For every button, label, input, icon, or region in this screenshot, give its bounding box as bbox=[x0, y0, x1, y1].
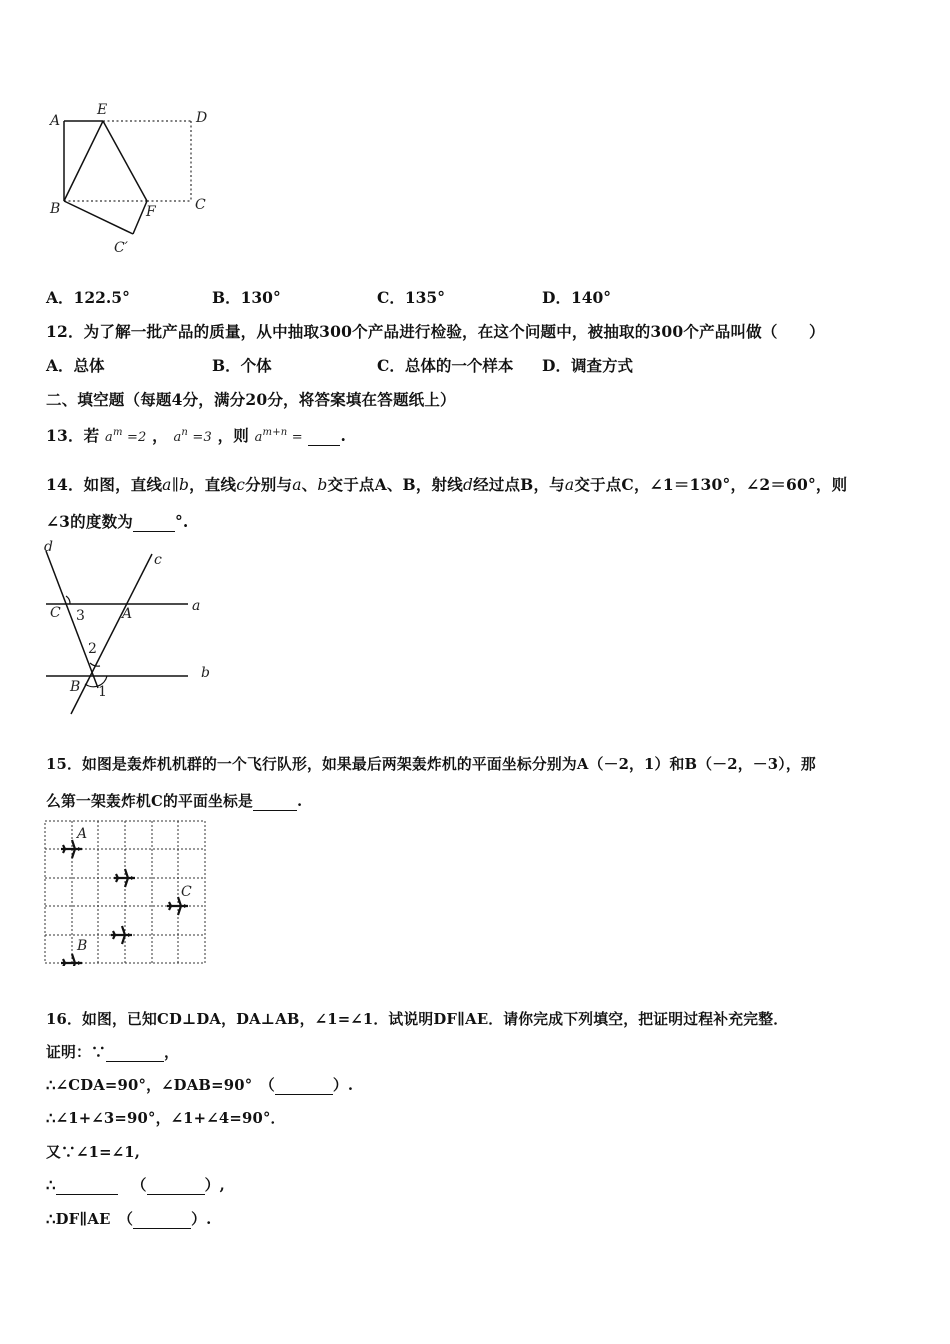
q14-text-a2: a bbox=[564, 476, 575, 494]
q11-option-c-letter: C． bbox=[377, 288, 405, 307]
q14-text-ab: a∥b bbox=[162, 476, 190, 494]
label-E: E bbox=[97, 102, 108, 118]
label-C-prime: C′ bbox=[114, 240, 128, 256]
segment-C-prime-F bbox=[133, 201, 147, 234]
q12-option-a[interactable] bbox=[46, 354, 105, 376]
q11-option-c[interactable] bbox=[377, 286, 445, 308]
q15-text-1: 么第一架轰炸机C的平面坐标是 bbox=[46, 793, 253, 810]
q13-end: . bbox=[340, 426, 347, 445]
label-B: B bbox=[50, 201, 61, 217]
q13-expr2-base: a bbox=[173, 430, 182, 445]
segment-BE bbox=[64, 121, 103, 201]
q15-figure bbox=[42, 818, 210, 966]
q14-text-8: ∠3的度数为 bbox=[46, 512, 133, 531]
q15-text-2: . bbox=[296, 793, 303, 810]
q14-text-3: 分别与 bbox=[245, 475, 293, 494]
label-B: B bbox=[70, 679, 81, 695]
q14-text-1: 14．如图，直线 bbox=[46, 475, 163, 494]
q12-option-b-letter: B． bbox=[212, 356, 241, 375]
q16-blank-1[interactable] bbox=[106, 1044, 164, 1062]
label-d: d bbox=[44, 539, 53, 555]
q13-expr3-exp: m+n bbox=[262, 427, 288, 438]
q14-text-a: a bbox=[292, 476, 302, 494]
q13-sep1: ， bbox=[152, 426, 168, 445]
q13-expr1-exp: m bbox=[112, 427, 123, 438]
q12-option-b[interactable] bbox=[212, 354, 272, 376]
q16-proof-5c: ）, bbox=[204, 1177, 225, 1194]
q16-proof-line-6 bbox=[46, 1208, 212, 1229]
q16-blank-3[interactable] bbox=[56, 1177, 118, 1195]
label-F: F bbox=[146, 204, 156, 220]
q12-option-d[interactable] bbox=[542, 354, 633, 376]
label-A: A bbox=[77, 826, 88, 842]
angle-3-arc bbox=[66, 596, 70, 604]
segment-BC-prime bbox=[64, 201, 133, 234]
q12-option-a-letter: A． bbox=[46, 356, 74, 375]
q11-option-a-letter: A． bbox=[46, 288, 74, 307]
q12-option-d-text: 调查方式 bbox=[570, 356, 633, 375]
q11-option-b-letter: B． bbox=[212, 288, 241, 307]
q14-figure bbox=[36, 536, 226, 721]
plane-4-icon bbox=[111, 926, 132, 944]
label-C: C bbox=[195, 197, 206, 213]
q13-line bbox=[46, 424, 346, 446]
q14-text-6: 经过点B，与 bbox=[473, 475, 565, 494]
q13-expr2 bbox=[173, 427, 212, 445]
q13-answer-blank[interactable] bbox=[308, 426, 340, 446]
q12-option-d-letter: D． bbox=[542, 356, 571, 375]
q13-expr3-base: a bbox=[254, 430, 263, 445]
q12-option-c[interactable] bbox=[377, 354, 513, 376]
q15-line2 bbox=[46, 790, 302, 811]
q12-stem: 12．为了解一批产品的质量，从中抽取300个产品进行检验，在这个问题中，被抽取的300个产品叫做（ ） bbox=[46, 322, 825, 341]
q14-text-c: c bbox=[236, 476, 246, 494]
label-1: 1 bbox=[98, 684, 107, 700]
label-a: a bbox=[192, 598, 201, 614]
q12-option-c-letter: C． bbox=[377, 356, 405, 375]
label-c: c bbox=[154, 552, 162, 568]
q16-proof-1a: 证明：∵ bbox=[46, 1044, 106, 1061]
q13-expr2-rest: =3 bbox=[188, 430, 212, 445]
q16-proof-2b: ）. bbox=[332, 1077, 354, 1094]
label-D: D bbox=[196, 110, 208, 126]
q16-proof-line-5 bbox=[46, 1174, 225, 1195]
q11-option-c-text: 135° bbox=[404, 288, 445, 307]
label-3: 3 bbox=[76, 608, 85, 624]
q13-prefix: 13．若 bbox=[46, 426, 100, 445]
q16-blank-2[interactable] bbox=[275, 1077, 333, 1095]
label-C: C bbox=[181, 884, 192, 900]
q12-option-b-text: 个体 bbox=[240, 356, 272, 375]
q14-line2 bbox=[46, 510, 189, 532]
q14-answer-blank[interactable] bbox=[133, 512, 175, 532]
q16-proof-1b: ， bbox=[164, 1044, 179, 1061]
q13-expr1 bbox=[104, 427, 147, 445]
q12-option-c-text: 总体的一个样本 bbox=[404, 356, 514, 375]
q14-line1 bbox=[46, 473, 847, 495]
line-c bbox=[71, 554, 152, 714]
q14-text-2: ，直线 bbox=[189, 475, 237, 494]
plane-b-icon bbox=[61, 954, 82, 966]
q16-proof-6b: ）. bbox=[191, 1211, 212, 1228]
q11-option-b-text: 130° bbox=[240, 288, 281, 307]
q12-option-a-text: 总体 bbox=[73, 356, 105, 375]
q13-expr3 bbox=[254, 427, 303, 445]
q14-text-b: b bbox=[317, 476, 328, 494]
plane-2-icon bbox=[114, 869, 135, 887]
q13-expr2-exp: n bbox=[181, 427, 189, 438]
q11-option-b[interactable] bbox=[212, 286, 281, 308]
q16-proof-line-2 bbox=[46, 1074, 353, 1095]
q16-proof-2a: ∴∠CDA=90°，∠DAB=90° （ bbox=[46, 1077, 275, 1094]
q14-text-4: 、 bbox=[301, 475, 318, 494]
label-A: A bbox=[50, 113, 61, 129]
q16-proof-line-3: ∴∠1+∠3=90°，∠1+∠4=90°． bbox=[46, 1110, 286, 1127]
q14-text-d: d bbox=[462, 476, 474, 494]
q16-proof-6a: ∴DF∥AE （ bbox=[46, 1211, 134, 1228]
q16-proof-5a: ∴ bbox=[46, 1177, 56, 1194]
q14-text-9: °. bbox=[174, 512, 189, 531]
angle-2-arc bbox=[90, 663, 100, 666]
q16-proof-line-1 bbox=[46, 1041, 179, 1062]
label-2: 2 bbox=[88, 641, 97, 657]
label-b: b bbox=[201, 665, 210, 681]
segment-EF bbox=[103, 121, 147, 201]
q11-figure bbox=[40, 98, 230, 266]
q11-option-d[interactable] bbox=[542, 286, 611, 308]
section2-title: 二、填空题（每题4分，满分20分，将答案填在答题纸上） bbox=[46, 390, 456, 409]
q13-expr3-rest: = bbox=[287, 430, 303, 445]
q11-option-a-text: 122.5° bbox=[73, 288, 130, 307]
q16-blank-4[interactable] bbox=[147, 1177, 205, 1195]
q16-blank-5[interactable] bbox=[133, 1211, 191, 1229]
q15-line1: 15．如图是轰炸机机群的一个飞行队形，如果最后两架轰炸机的平面坐标分别为A（－2，1）和B（－2，－3），那 bbox=[46, 756, 816, 773]
q11-option-d-text: 140° bbox=[570, 288, 612, 307]
q15-answer-blank[interactable] bbox=[253, 793, 297, 811]
q11-option-d-letter: D． bbox=[542, 288, 571, 307]
q14-text-5: 交于点A、B，射线 bbox=[327, 475, 463, 494]
label-A: A bbox=[122, 606, 133, 622]
q16-proof-5b: （ bbox=[131, 1177, 147, 1194]
q16-stem: 16．如图，已知CD⊥DA，DA⊥AB，∠1=∠1．试说明DF∥AE．请你完成下列填空，把证明过程补充完整． bbox=[46, 1011, 789, 1028]
label-B: B bbox=[77, 938, 88, 954]
q11-option-a[interactable] bbox=[46, 286, 130, 308]
q14-text-7: 交于点C，∠1＝130°，∠2＝60°，则 bbox=[574, 475, 848, 494]
q13-sep2: ，则 bbox=[217, 426, 249, 445]
q13-expr1-rest: =2 bbox=[122, 430, 147, 445]
q16-proof-line-4: 又∵∠1=∠1, bbox=[46, 1144, 141, 1161]
q13-expr1-base: a bbox=[104, 430, 113, 445]
label-C: C bbox=[50, 605, 61, 621]
